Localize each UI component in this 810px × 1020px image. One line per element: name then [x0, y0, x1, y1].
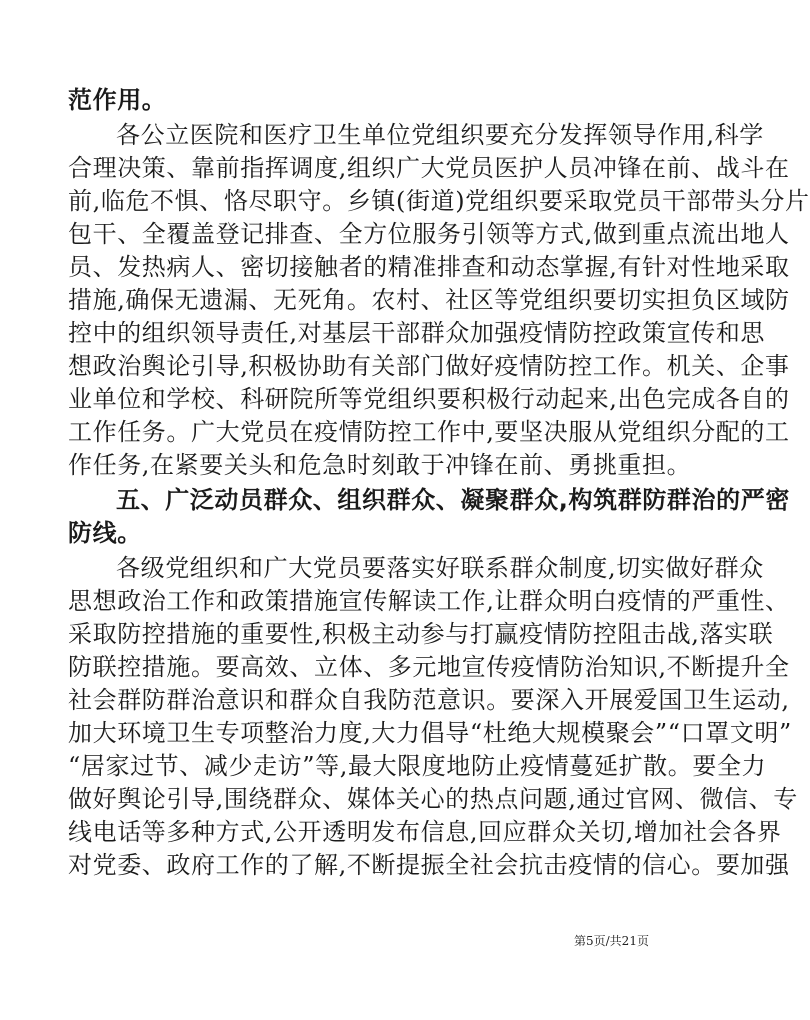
paragraph-line: 各公立医院和医疗卫生单位党组织要充分发挥领导作用,科学: [116, 121, 764, 149]
paragraph-line: 控中的组织领导责任,对基层干部群众加强疫情防控政策宣传和思: [68, 319, 766, 347]
paragraph-line: 线电话等多种方式,公开透明发布信息,回应群众关切,增加社会各界: [68, 818, 782, 846]
section-heading: 防线。: [68, 519, 142, 547]
paragraph-line: 范作用。: [68, 86, 167, 114]
paragraph-line: 前,临危不惧、恪尽职守。乡镇(街道)党组织要采取党员干部带头分片: [68, 187, 810, 215]
paragraph-line: 采取防控措施的重要性,积极主动参与打赢疫情防控阻击战,落实联: [68, 620, 774, 648]
paragraph-line: 想政治舆论引导,积极协助有关部门做好疫情防控工作。机关、企事: [68, 352, 790, 380]
paragraph-line: 防联控措施。要高效、立体、多元地宣传疫情防治知识,不断提升全: [68, 653, 790, 681]
paragraph-line: 员、发热病人、密切接触者的精准排查和动态掌握,有针对性地采取: [68, 253, 790, 281]
document-body: [68, 84, 810, 882]
section-heading: 五、广泛动员群众、组织群众、凝聚群众,构筑群防群治的严密: [116, 486, 790, 514]
paragraph-line: 业单位和学校、科研院所等党组织要积极行动起来,出色完成各自的: [68, 385, 790, 413]
paragraph-line: 对党委、政府工作的了解,不断提振全社会抗击疫情的信心。要加强: [68, 851, 790, 879]
paragraph-line: 做好舆论引导,围绕群众、媒体关心的热点问题,通过官网、微信、专: [68, 785, 798, 813]
paragraph-line: 社会群防群治意识和群众自我防范意识。要深入开展爱国卫生运动,: [68, 686, 790, 714]
paragraph-line: 工作任务。广大党员在疫情防控工作中,要坚决服从党组织分配的工: [68, 418, 790, 446]
paragraph-line: 思想政治工作和政策措施宣传解读工作,让群众明白疫情的严重性、: [68, 587, 790, 615]
paragraph-line: 合理决策、靠前指挥调度,组织广大党员医护人员冲锋在前、战斗在: [68, 154, 790, 182]
paragraph-line: 各级党组织和广大党员要落实好联系群众制度,切实做好群众: [116, 554, 764, 582]
paragraph-line: 作任务,在紧要关头和危急时刻敢于冲锋在前、勇挑重担。: [68, 451, 692, 479]
paragraph-line: 包干、全覆盖登记排查、全方位服务引领等方式,做到重点流出地人: [68, 220, 790, 248]
paragraph-line: 加大环境卫生专项整治力度,大力倡导“杜绝大规模聚会”“口罩文明”: [68, 719, 792, 747]
page-number: 第5页/共21页: [574, 934, 649, 948]
paragraph-line: “居家过节、减少走访”等,最大限度地防止疫情蔓延扩散。要全力: [68, 752, 767, 780]
paragraph-line: 措施,确保无遗漏、无死角。农村、社区等党组织要切实担负区域防: [68, 286, 790, 314]
